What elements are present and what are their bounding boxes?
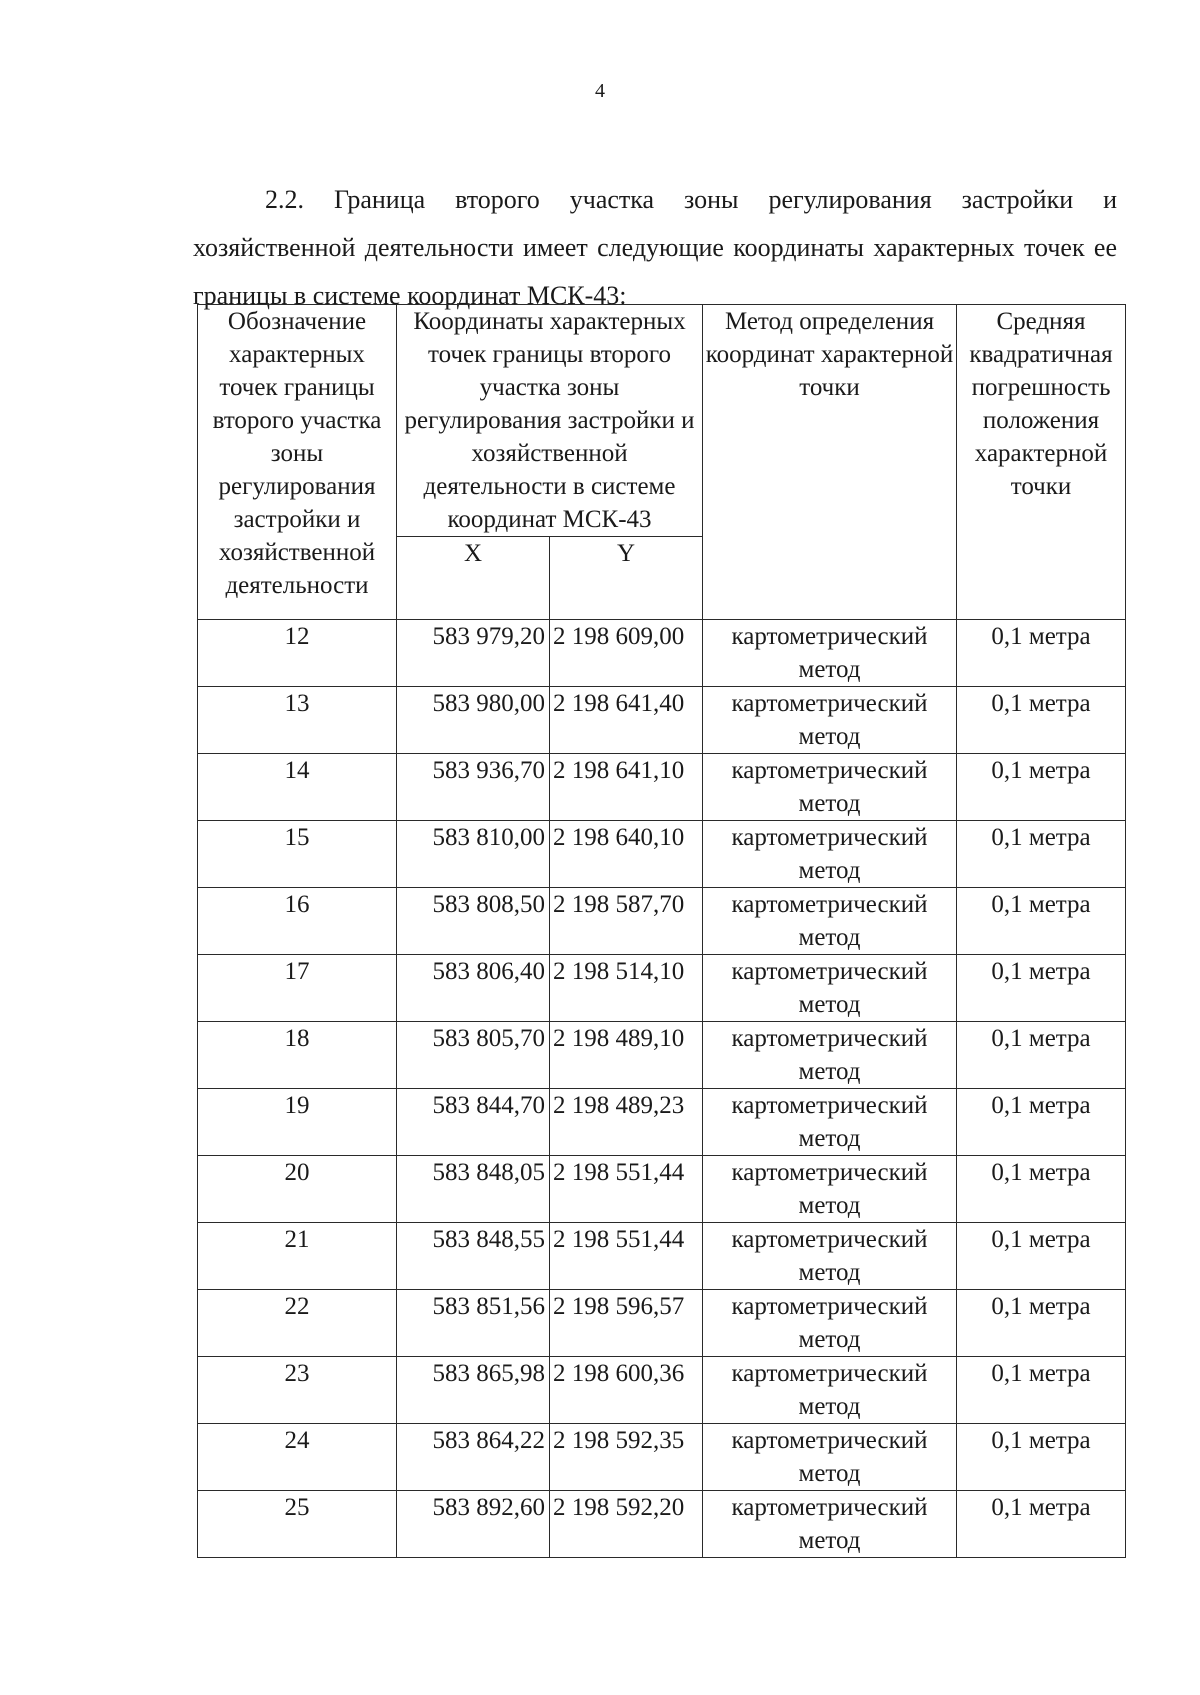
cell-x: 583 848,55: [397, 1223, 550, 1290]
coordinates-table: [197, 304, 1126, 1558]
cell-error: 0,1 метра: [957, 955, 1126, 1022]
cell-method: картометрический метод: [703, 1424, 957, 1491]
cell-point: 24: [198, 1424, 397, 1491]
cell-error: 0,1 метра: [957, 687, 1126, 754]
cell-y: 2 198 592,20: [550, 1491, 703, 1558]
header-method: Метод определения координат характерной точки: [703, 305, 957, 620]
cell-point: 19: [198, 1089, 397, 1156]
table-row: [198, 1089, 1126, 1156]
page-number: 4: [595, 80, 605, 102]
cell-point: 21: [198, 1223, 397, 1290]
cell-x: 583 810,00: [397, 821, 550, 888]
cell-error: 0,1 метра: [957, 821, 1126, 888]
cell-error: 0,1 метра: [957, 620, 1126, 687]
cell-error: 0,1 метра: [957, 1491, 1126, 1558]
table-row: [198, 620, 1126, 687]
header-y: Y: [550, 537, 703, 620]
cell-x: 583 848,05: [397, 1156, 550, 1223]
cell-point: 18: [198, 1022, 397, 1089]
table-row: [198, 888, 1126, 955]
cell-error: 0,1 метра: [957, 1290, 1126, 1357]
table-row: [198, 1424, 1126, 1491]
cell-point: 22: [198, 1290, 397, 1357]
cell-y: 2 198 609,00: [550, 620, 703, 687]
cell-error: 0,1 метра: [957, 1223, 1126, 1290]
header-coordinates: Координаты характерных точек границы второго участка зоны регулирования застройки и хозяйственной деятельности в системе координат МСК-43: [397, 305, 703, 537]
cell-x: 583 805,70: [397, 1022, 550, 1089]
cell-y: 2 198 600,36: [550, 1357, 703, 1424]
cell-point: 23: [198, 1357, 397, 1424]
cell-method: картометрический метод: [703, 754, 957, 821]
cell-error: 0,1 метра: [957, 1156, 1126, 1223]
intro-paragraph: 2.2. Граница второго участка зоны регулирования застройки и хозяйственной деятельности имеет следующие координаты характерных точек ее границы в системе координат МСК-43:: [193, 185, 1117, 310]
table-row: [198, 1022, 1126, 1089]
cell-y: 2 198 514,10: [550, 955, 703, 1022]
cell-point: 25: [198, 1491, 397, 1558]
cell-y: 2 198 489,10: [550, 1022, 703, 1089]
table-row: [198, 1357, 1126, 1424]
cell-point: 16: [198, 888, 397, 955]
cell-method: картометрический метод: [703, 620, 957, 687]
cell-error: 0,1 метра: [957, 1089, 1126, 1156]
table-row: [198, 1290, 1126, 1357]
cell-x: 583 865,98: [397, 1357, 550, 1424]
table-row: [198, 821, 1126, 888]
cell-y: 2 198 592,35: [550, 1424, 703, 1491]
table-row: [198, 754, 1126, 821]
cell-method: картометрический метод: [703, 1357, 957, 1424]
cell-x: 583 851,56: [397, 1290, 550, 1357]
cell-error: 0,1 метра: [957, 888, 1126, 955]
cell-point: 15: [198, 821, 397, 888]
cell-point: 13: [198, 687, 397, 754]
cell-point: 20: [198, 1156, 397, 1223]
cell-y: 2 198 596,57: [550, 1290, 703, 1357]
cell-point: 17: [198, 955, 397, 1022]
cell-error: 0,1 метра: [957, 1357, 1126, 1424]
cell-x: 583 979,20: [397, 620, 550, 687]
cell-error: 0,1 метра: [957, 754, 1126, 821]
cell-method: картометрический метод: [703, 1491, 957, 1558]
cell-error: 0,1 метра: [957, 1022, 1126, 1089]
table-row: [198, 1223, 1126, 1290]
table-body: [198, 620, 1126, 1558]
cell-method: картометрический метод: [703, 955, 957, 1022]
cell-method: картометрический метод: [703, 1022, 957, 1089]
cell-x: 583 892,60: [397, 1491, 550, 1558]
cell-method: картометрический метод: [703, 687, 957, 754]
cell-y: 2 198 551,44: [550, 1223, 703, 1290]
cell-y: 2 198 641,40: [550, 687, 703, 754]
table-row: [198, 1156, 1126, 1223]
table-row: [198, 687, 1126, 754]
header-x: X: [397, 537, 550, 620]
cell-y: 2 198 640,10: [550, 821, 703, 888]
cell-method: картометрический метод: [703, 1223, 957, 1290]
cell-y: 2 198 587,70: [550, 888, 703, 955]
cell-method: картометрический метод: [703, 1290, 957, 1357]
cell-x: 583 808,50: [397, 888, 550, 955]
cell-x: 583 844,70: [397, 1089, 550, 1156]
cell-x: 583 980,00: [397, 687, 550, 754]
cell-y: 2 198 551,44: [550, 1156, 703, 1223]
cell-error: 0,1 метра: [957, 1424, 1126, 1491]
cell-method: картометрический метод: [703, 1156, 957, 1223]
cell-method: картометрический метод: [703, 821, 957, 888]
cell-y: 2 198 489,23: [550, 1089, 703, 1156]
cell-point: 14: [198, 754, 397, 821]
cell-method: картометрический метод: [703, 1089, 957, 1156]
table-row: [198, 955, 1126, 1022]
table-row: [198, 1491, 1126, 1558]
cell-x: 583 936,70: [397, 754, 550, 821]
cell-y: 2 198 641,10: [550, 754, 703, 821]
cell-point: 12: [198, 620, 397, 687]
cell-x: 583 864,22: [397, 1424, 550, 1491]
cell-method: картометрический метод: [703, 888, 957, 955]
header-error: Средняя квадратичная погрешность положения характерной точки: [957, 305, 1126, 620]
header-point: Обозначение характерных точек границы второго участка зоны регулирования застройки и хозяйственной деятельности: [198, 305, 397, 620]
cell-x: 583 806,40: [397, 955, 550, 1022]
